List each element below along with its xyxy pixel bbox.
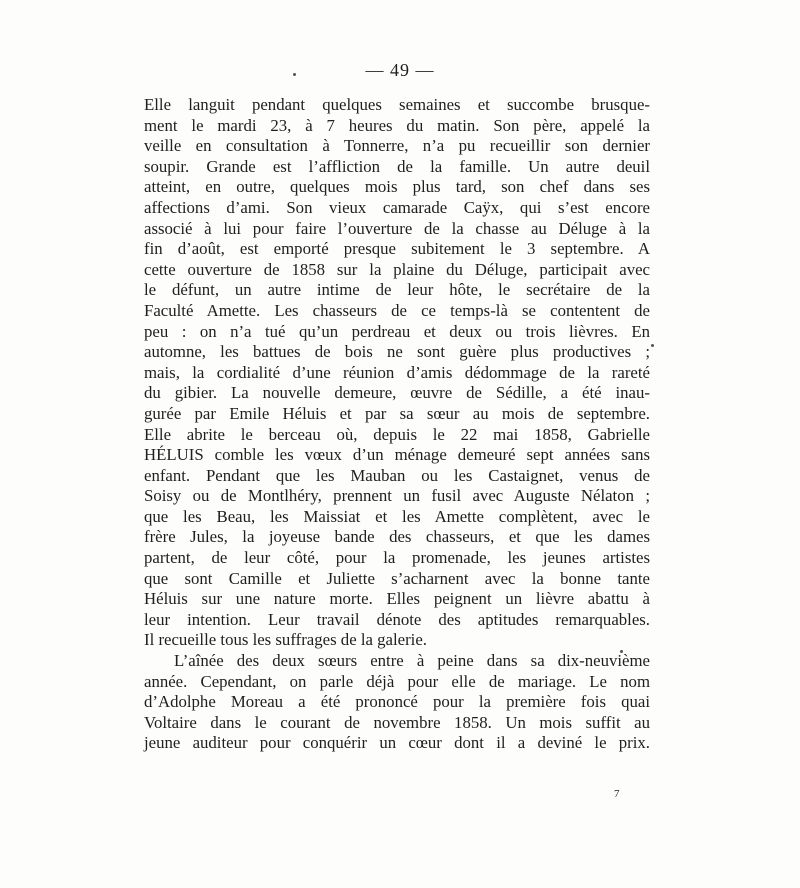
text-line: soupir. Grande est l’affliction de la famille. Un autre deuil [144,156,650,176]
text-line: affections d’ami. Son vieux camarade Caÿx, qui s’est encore [144,197,650,217]
text-line: ment le mardi 23, à 7 heures du matin. Son père, appelé la [144,115,650,135]
text-line: d’Adolphe Moreau a été prononcé pour la première fois quai [144,692,650,712]
text-line: que les Beau, les Maissiat et les Amette complètent, avec le [144,506,650,526]
text-line: atteint, en outre, quelques mois plus tard, son chef dans ses [144,177,650,197]
print-speck [651,344,654,347]
body-text [144,95,650,754]
text-line: veille en consultation à Tonnerre, n’a pu recueillir son dernier [144,136,650,156]
text-line: HÉLUIS comble les vœux d’un ménage demeuré sept années sans [144,445,650,465]
text-line: leur intention. Leur travail dénote des aptitudes remarquables. [144,609,650,629]
text-line: jeune auditeur pour conquérir un cœur dont il a deviné le prix. [144,733,650,753]
text-line: Elle abrite le berceau où, depuis le 22 mai 1858, Gabrielle [144,424,650,444]
signature-mark: 7 [614,788,620,800]
text-line: mais, la cordialité d’une réunion d’amis dédommage de la rareté [144,362,650,382]
text-line: Elle languit pendant quelques semaines et succombe brusque- [144,95,650,114]
text-line: Héluis sur une nature morte. Elles peignent un lièvre abattu à [144,589,650,609]
text-line: enfant. Pendant que les Mauban ou les Castaignet, venus de [144,465,650,485]
page-number: — 49 — [365,60,435,80]
text-line: que sont Camille et Juliette s’acharnent avec la bonne tante [144,568,650,588]
text-line: Soisy ou de Montlhéry, prennent un fusil avec Auguste Nélaton ; [144,486,650,506]
text-line: frère Jules, la joyeuse bande des chasseurs, et que les dames [144,527,650,547]
text-line: L’aînée des deux sœurs entre à peine dans sa dix-neuvième [174,651,650,671]
text-line: associé à lui pour faire l’ouverture de la chasse au Déluge à la [144,218,650,238]
text-line: partent, de leur côté, pour la promenade, les jeunes artistes [144,548,650,568]
text-line: automne, les battues de bois ne sont guère plus productives ; [144,342,650,362]
text-line: cette ouverture de 1858 sur la plaine du Déluge, participait avec [144,259,650,279]
text-line: fin d’août, est emporté presque subitement le 3 septembre. A [144,239,650,259]
text-line: gurée par Emile Héluis et par sa sœur au mois de septembre. [144,403,650,423]
text-line: année. Cependant, on parle déjà pour elle de mariage. Le nom [144,671,650,691]
print-speck [293,73,296,76]
text-line: Il recueille tous les suffrages de la galerie. [144,630,427,650]
text-line: Voltaire dans le courant de novembre 1858. Un mois suffit au [144,712,650,732]
text-line: le défunt, un autre intime de leur hôte, le secrétaire de la [144,280,650,300]
text-line: du gibier. La nouvelle demeure, œuvre de Sédille, a été inau- [144,383,650,403]
text-line: peu : on n’a tué qu’un perdreau et deux ou trois lièvres. En [144,321,650,341]
paragraph [144,651,650,754]
paragraph [144,95,650,651]
text-line: Faculté Amette. Les chasseurs de ce temps-là se contentent de [144,300,650,320]
